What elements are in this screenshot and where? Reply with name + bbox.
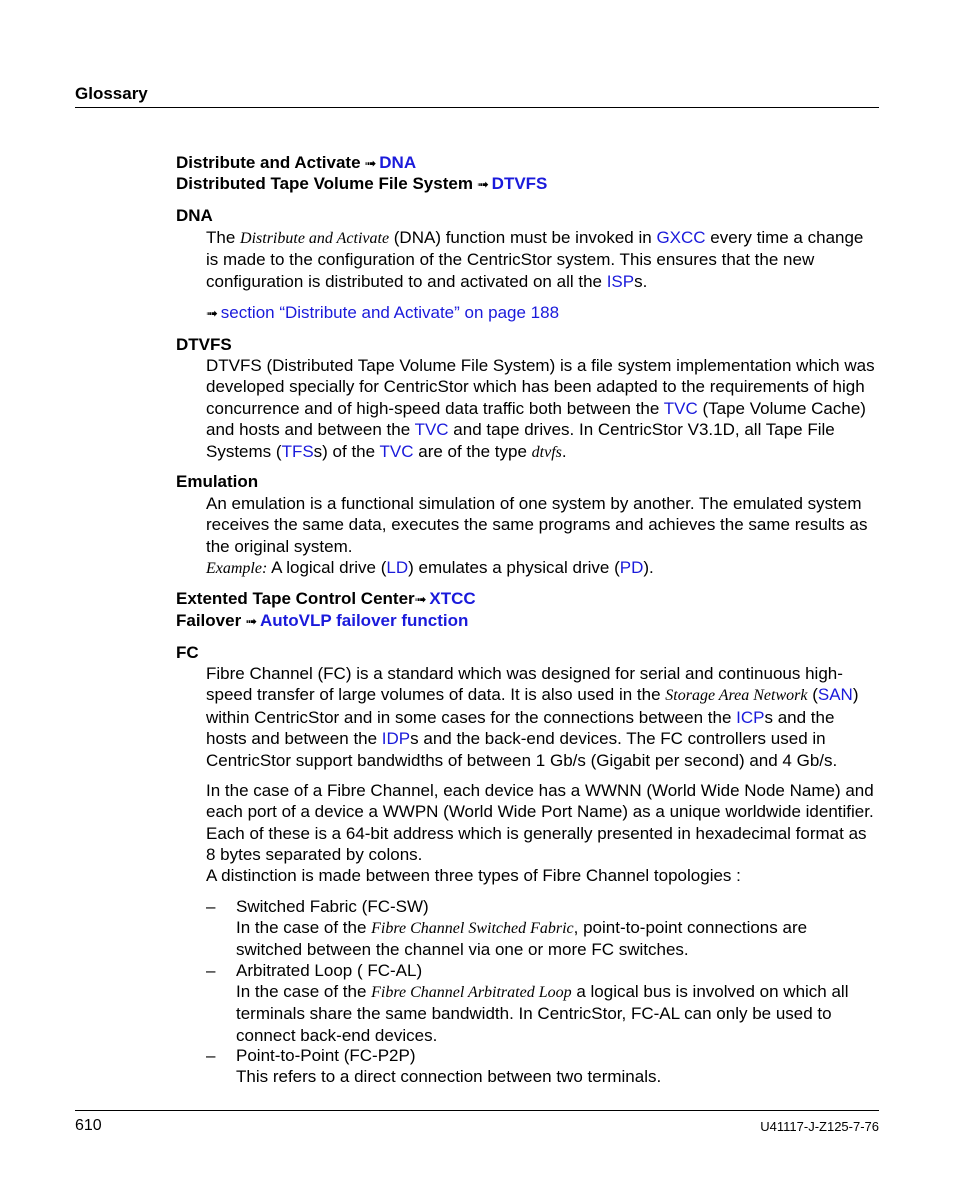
xref-term: Distributed Tape Volume File System xyxy=(176,174,473,193)
fc-definition: Fibre Channel (FC) is a standard which was designed for serial and continuous high-speed transfer of large volumes of data. It is also used in the Storage Area Network (SAN) within CentricStor and in some cases for the connections between the ICPs and the hosts and between the IDPs and the back-end devices. The FC controllers used in CentricStor support bandwidths of between 1 Gb/s (Gigabit per second) and 4 Gb/s. xyxy=(206,664,859,770)
italic-term: Fibre Channel Arbitrated Loop xyxy=(371,984,572,1001)
arrow-right-icon: ➟ xyxy=(414,591,427,607)
document-id: U41117-J-Z125-7-76 xyxy=(760,1119,879,1134)
xref-entry-failover xyxy=(176,610,468,632)
page-number: 610 xyxy=(75,1117,102,1134)
xref-entry-dtvfs xyxy=(176,173,547,195)
fc-paragraph-topologies: A distinction is made between three types of Fibre Channel topologies : xyxy=(206,866,741,885)
list-bullet: – xyxy=(206,961,216,980)
glossary-term-emulation: Emulation xyxy=(176,472,259,491)
link-icp[interactable]: ICP xyxy=(736,707,765,727)
link-tvc[interactable]: TVC xyxy=(379,441,414,461)
xref-term: Extented Tape Control Center xyxy=(176,589,415,608)
italic-term: Distribute and Activate xyxy=(240,230,390,247)
footer-rule xyxy=(75,1110,879,1111)
topology-desc-fc-p2p: This refers to a direct connection between two terminals. xyxy=(236,1067,662,1086)
list-bullet: – xyxy=(206,1046,216,1065)
xref-link-autovlp-failover[interactable]: AutoVLP failover function xyxy=(259,611,469,630)
topology-desc-fc-al: In the case of the Fibre Channel Arbitrated Loop a logical bus is involved on which all terminals share the same bandwidth. In CentricStor, FC-AL can only be used to connect back-end devices. xyxy=(236,982,849,1045)
topology-title-fc-al: Arbitrated Loop ( FC-AL) xyxy=(236,961,423,980)
link-gxcc[interactable]: GXCC xyxy=(656,228,706,247)
link-tvc[interactable]: TVC xyxy=(414,420,449,440)
topology-desc-fc-sw: In the case of the Fibre Channel Switched Fabric, point-to-point connections are switched between the channel via one or more FC switches. xyxy=(236,918,808,960)
italic-term: Fibre Channel Switched Fabric xyxy=(371,920,574,937)
header-rule xyxy=(75,107,879,108)
list-bullet: – xyxy=(206,897,216,916)
link-ld[interactable]: LD xyxy=(386,558,409,577)
xref-link-dna[interactable]: DNA xyxy=(379,153,417,172)
arrow-right-icon: ➟ xyxy=(206,305,218,321)
xref-term: Failover xyxy=(176,611,242,630)
glossary-term-dtvfs: DTVFS xyxy=(176,335,232,354)
xref-link-xtcc[interactable]: XTCC xyxy=(429,589,476,608)
xref-entry-distribute-and-activate xyxy=(176,152,416,174)
dtvfs-definition: DTVFS (Distributed Tape Volume File System) is a file system implementation which was developed specially for CentricStor which has been adapted to the requirements of high concurrence and of high-speed data traffic both between the TVC (Tape Volume Cache) and hosts and between the TVC and tape drives. In CentricStor V3.1D, all Tape File Systems (TFSs) of the TVC are of the type dtvfs. xyxy=(206,356,875,461)
emulation-example: Example: A logical drive (LD) emulates a physical drive (PD). xyxy=(206,558,654,577)
emulation-definition: An emulation is a functional simulation of one system by another. The emulated system receives the same data, executes the same programs and achieves the same results as the original system. xyxy=(206,494,868,556)
italic-term: dtvfs xyxy=(531,443,562,461)
fc-paragraph-wwnn: In the case of a Fibre Channel, each device has a WWNN (World Wide Node Name) and each port of a device a WWPN (World Wide Port Name) as a unique worldwide identifier. Each of these is a 64-bit address which is generally presented in hexadecimal format as 8 bytes separated by colons. xyxy=(206,781,874,865)
running-header: Glossary xyxy=(75,84,148,103)
topology-title-fc-p2p: Point-to-Point (FC-P2P) xyxy=(236,1046,416,1065)
dna-see-also xyxy=(206,302,878,324)
arrow-right-icon: ➟ xyxy=(364,155,377,171)
topology-title-fc-sw: Switched Fabric (FC-SW) xyxy=(236,897,429,916)
link-pd[interactable]: PD xyxy=(619,558,644,577)
glossary-term-dna: DNA xyxy=(176,206,213,225)
link-isp[interactable]: ISP xyxy=(606,271,635,291)
arrow-right-icon: ➟ xyxy=(245,613,257,629)
arrow-right-icon: ➟ xyxy=(476,176,489,192)
example-label: Example: xyxy=(206,560,268,577)
dna-definition: The Distribute and Activate (DNA) function must be invoked in GXCC every time a change is made to the configuration of the CentricStor system. This ensures that the new configuration is distributed to and activated on all the ISPs. xyxy=(206,228,864,291)
link-section-distribute-and-activate[interactable]: section “Distribute and Activate” on page 188 xyxy=(220,303,560,322)
xref-term: Distribute and Activate xyxy=(176,153,361,172)
glossary-term-fc: FC xyxy=(176,643,199,662)
italic-term: Storage Area Network xyxy=(665,687,808,705)
link-san[interactable]: SAN xyxy=(817,685,853,705)
link-idp[interactable]: IDP xyxy=(381,729,411,749)
xref-link-dtvfs[interactable]: DTVFS xyxy=(491,174,548,193)
xref-entry-xtcc xyxy=(176,588,476,610)
link-tfs[interactable]: TFS xyxy=(281,441,314,461)
link-tvc[interactable]: TVC xyxy=(663,398,698,418)
